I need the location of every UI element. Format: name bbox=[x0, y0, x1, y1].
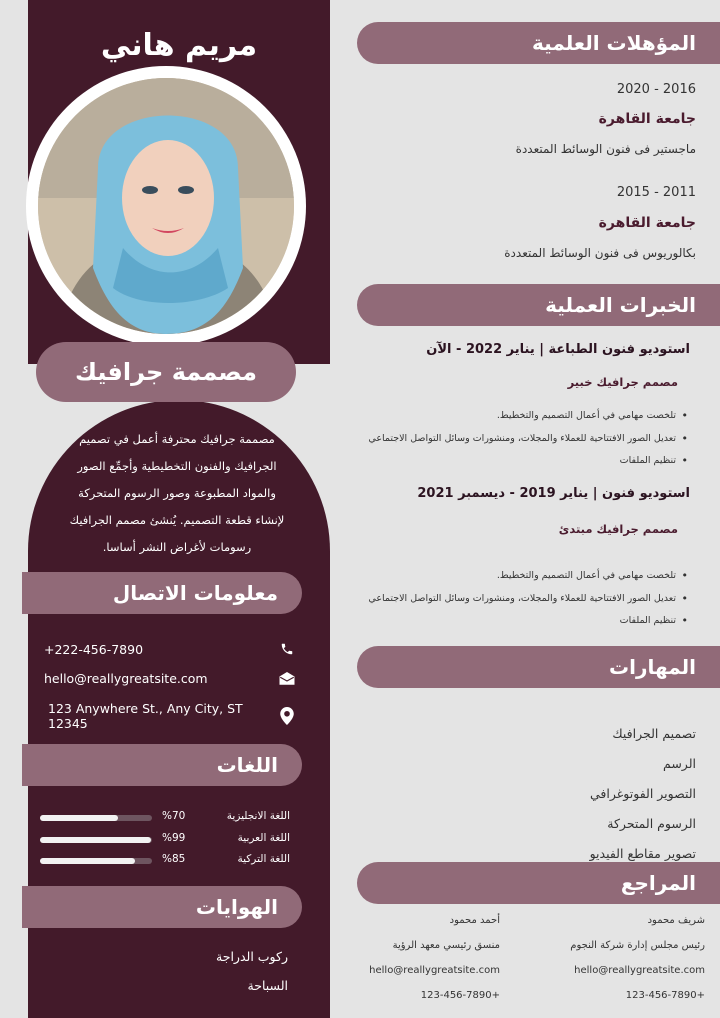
job-title: استوديو فنون الطباعة | يناير 2022 - الآن bbox=[426, 342, 690, 357]
job-role: مصمم جرافيك خبير bbox=[567, 375, 678, 389]
contact-address: 123 Anywhere St., Any City, ST 12345 bbox=[48, 701, 243, 731]
language-percent: %99 bbox=[162, 832, 186, 844]
education-heading: المؤهلات العلمية bbox=[357, 22, 720, 64]
language-name: اللغة العربية bbox=[237, 832, 290, 844]
education-degree: بكالوريوس فى فنون الوسائط المتعددة bbox=[504, 246, 696, 260]
language-bar-fill bbox=[40, 858, 135, 864]
phone-icon bbox=[278, 640, 296, 658]
job-bullet: تعديل الصور الافتتاحية للعملاء والمجلات، ومنشورات وسائل التواصل الاجتماعي • bbox=[368, 593, 676, 604]
reference-position: رئيس مجلس إدارة شركة النجوم bbox=[570, 940, 705, 951]
reference-card bbox=[555, 915, 705, 1015]
hobby-item: السباحة bbox=[247, 978, 288, 993]
summary-line: لإنشاء قطعة التصميم. يُنشئ مصمم الجرافيك bbox=[69, 513, 285, 527]
languages-heading: اللغات bbox=[22, 744, 302, 786]
reference-name: أحمد محمود bbox=[449, 915, 500, 926]
reference-email[interactable]: hello@reallygreatsite.com bbox=[369, 965, 500, 976]
language-name: اللغة الانجليزية bbox=[226, 810, 290, 822]
language-item bbox=[40, 832, 290, 848]
location-pin-icon bbox=[279, 707, 296, 725]
language-bar bbox=[40, 815, 152, 821]
summary-line: مصممة جرافيك محترفة أعمل في تصميم bbox=[79, 432, 275, 446]
job-bullet: تلخصت مهامي في أعمال التصميم والتخطيط. • bbox=[497, 410, 676, 421]
job-bullet: تنظيم الملفات • bbox=[620, 455, 676, 466]
reference-position: منسق رئيسي معهد الرؤية bbox=[392, 940, 500, 951]
summary-line: رسومات لأغراض النشر أساسا. bbox=[102, 540, 252, 554]
language-bar-fill bbox=[40, 837, 151, 843]
contact-heading: معلومات الاتصال bbox=[22, 572, 302, 614]
hobbies-heading: الهوايات bbox=[22, 886, 302, 928]
profile-name: مريم هاني bbox=[100, 28, 258, 63]
skill-item: الرسم bbox=[663, 756, 696, 771]
reference-card bbox=[350, 915, 500, 1015]
job-bullet: تعديل الصور الافتتاحية للعملاء والمجلات، ومنشورات وسائل التواصل الاجتماعي • bbox=[368, 433, 676, 444]
job-bullet: تنظيم الملفات • bbox=[620, 615, 676, 626]
summary-line: والمواد المطبوعة وصور الرسوم المتحركة bbox=[78, 486, 276, 500]
profile-title: مصممة جرافيك bbox=[36, 342, 296, 402]
language-item bbox=[40, 810, 290, 826]
contact-phone-row bbox=[44, 637, 296, 661]
profile-summary bbox=[44, 426, 310, 561]
skills-heading: المهارات bbox=[357, 646, 720, 688]
education-university: جامعة القاهرة bbox=[598, 215, 696, 231]
contact-email-row bbox=[44, 666, 296, 690]
job-title: استوديو فنون | يناير 2019 - ديسمبر 2021 bbox=[417, 486, 690, 501]
references-heading: المراجع bbox=[357, 862, 720, 904]
education-years: 2016 - 2020 bbox=[616, 82, 696, 97]
skill-item: الرسوم المتحركة bbox=[607, 816, 696, 831]
skill-item: التصوير الفوتوغرافي bbox=[590, 786, 696, 801]
language-item bbox=[40, 853, 290, 869]
language-bar bbox=[40, 837, 152, 843]
summary-line: الجرافيك والفنون التخطيطية وأجمِّع الصور bbox=[77, 459, 277, 473]
contact-address-row bbox=[44, 701, 296, 731]
reference-phone[interactable]: +123-456-7890 bbox=[625, 990, 705, 1001]
skill-item: تصوير مقاطع الفيديو bbox=[589, 846, 696, 861]
education-degree: ماجستير فى فنون الوسائط المتعددة bbox=[515, 142, 696, 156]
experience-heading: الخبرات العملية bbox=[357, 284, 720, 326]
reference-email[interactable]: hello@reallygreatsite.com bbox=[574, 965, 705, 976]
language-percent: %70 bbox=[162, 810, 186, 822]
reference-phone[interactable]: +123-456-7890 bbox=[420, 990, 500, 1001]
job-role: مصمم جرافيك مبتدئ bbox=[558, 522, 678, 536]
language-percent: %85 bbox=[162, 853, 186, 865]
contact-phone[interactable]: +222-456-7890 bbox=[44, 641, 144, 657]
hobby-item: ركوب الدراجة bbox=[216, 949, 288, 964]
language-name: اللغة التركية bbox=[237, 853, 290, 865]
envelope-icon bbox=[278, 669, 296, 687]
education-years: 2011 - 2015 bbox=[616, 185, 696, 200]
profile-photo bbox=[38, 78, 294, 334]
education-university: جامعة القاهرة bbox=[598, 111, 696, 127]
reference-name: شريف محمود bbox=[647, 915, 705, 926]
contact-email[interactable]: hello@reallygreatsite.com bbox=[44, 670, 208, 686]
language-bar bbox=[40, 858, 152, 864]
skill-item: تصميم الجرافيك bbox=[612, 726, 696, 741]
job-bullet: تلخصت مهامي في أعمال التصميم والتخطيط. • bbox=[497, 570, 676, 581]
language-bar-fill bbox=[40, 815, 118, 821]
